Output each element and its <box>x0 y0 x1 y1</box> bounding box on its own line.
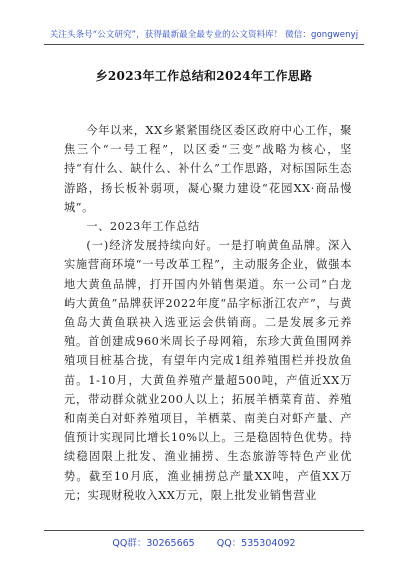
footer-contact <box>0 535 408 549</box>
document-title: 乡2023年工作总结和2024年工作思路 <box>95 69 313 83</box>
body-paragraph: (一)经济发展持续向好。一是打响黄鱼品牌。深入实施营商环境“一号改革工程”，主动服务企业，做强本地大黄鱼品牌，打开国内外销售渠道。东一公司“白龙屿大黄鱼”品牌获评2022年度“品字标浙江农产”，与黄鱼岛大黄鱼联袂入选亚运会供销商。二是发展多元养殖。首创建成960米周长子母网箱，东珍大黄鱼围网养殖项目桩基合拢，有望年内完成1组养殖围栏并投放鱼苗。1-10月，大黄鱼养殖产量超500吨，产值近XX万元，带动群众就业200人以上；拓展羊栖菜育苗、养殖和南美白对虾养殖项目，羊栖菜、南美白对虾产量、产值预计实现同比增长10%以上。三是稳固特色优势。持续稳固限上批发、渔业捕捞、生态旅游等特色产业优势。截至10月底，渔业捕捞总产量XX吨，产值XX万元；实现财税收入XX万元，限上批发业销售营业 <box>64 239 352 502</box>
qq-group-text: QQ群：30265665 <box>112 538 195 549</box>
intro-paragraph: 今年以来，XX乡紧紧围绕区委区政府中心工作，聚焦三个“一号工程”，以区委“三变”战略为核心，坚持“有什么、缺什么、补什么”工作思路，对标国际生态游路，扬长板补弱项，凝心聚力建设“花园XX·商品慢城”。 <box>64 124 352 214</box>
document-body <box>64 121 352 505</box>
header-banner: 关注头条号“公文研究”，获得最新最全最专业的公文资料库！ 微信：gongwenyj <box>49 30 359 40</box>
footer-divider <box>44 530 364 531</box>
section-heading: 一、2023年工作总结 <box>86 220 200 234</box>
qq-number-text: QQ：535304092 <box>216 538 296 549</box>
header-divider <box>44 44 364 45</box>
